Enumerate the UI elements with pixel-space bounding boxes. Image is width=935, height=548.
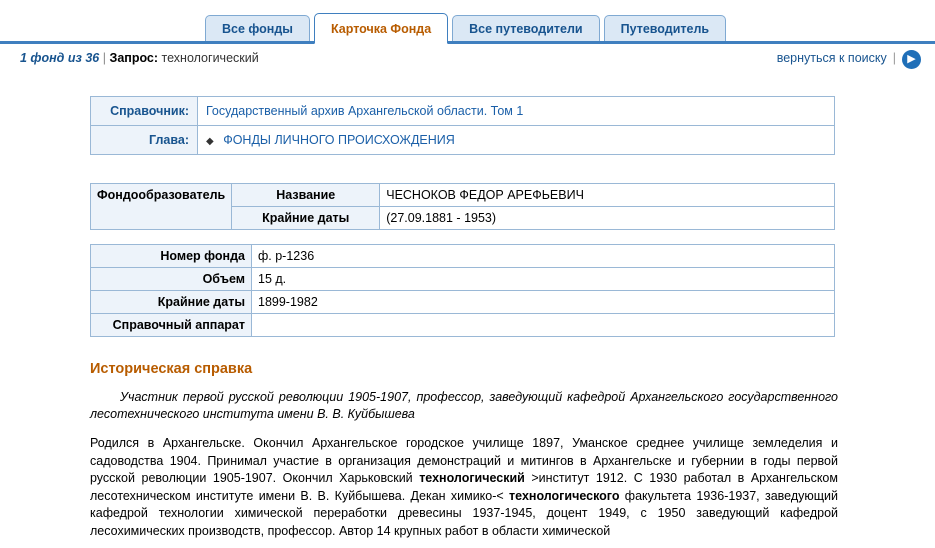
handbook-link[interactable]: Государственный архив Архангельской области. Том 1 xyxy=(206,104,524,118)
query-separator: | xyxy=(102,51,106,65)
fund-number-value: ф. р-1236 xyxy=(252,245,835,268)
handbook-value-cell xyxy=(198,97,835,126)
query-actions xyxy=(777,44,921,72)
volume-value: 15 д. xyxy=(252,268,835,291)
founder-dates-label: Крайние даты xyxy=(232,207,380,230)
table-row xyxy=(91,268,835,291)
founder-name-value: ЧЕСНОКОВ ФЕДОР АРЕФЬЕВИЧ xyxy=(380,184,835,207)
table-row xyxy=(91,184,835,207)
query-summary xyxy=(20,44,259,72)
fund-properties-table xyxy=(90,244,835,337)
table-row xyxy=(91,314,835,337)
historical-note-summary: Участник первой русской революции 1905-1907, профессор, заведующий кафедрой Архангельского государственного лесотехнического института имени В. В. Куйбышева xyxy=(90,390,838,421)
diamond-bullet-icon: ◆ xyxy=(206,136,214,147)
table-row xyxy=(91,97,835,126)
founder-table xyxy=(90,183,835,230)
extreme-dates-value: 1899-1982 xyxy=(252,291,835,314)
query-value: технологический xyxy=(161,51,259,65)
historical-note-body xyxy=(90,435,838,540)
table-row xyxy=(91,291,835,314)
historical-body-part1: Родился в Архангельске. Окончил Архангельское городское училище 1897, Уманское среднее училище земледелия и садоводства 1904. Принимал участие в организация демонстраций и митингов в Архангельске и губернии в годы первой русской революции 1905-1907. Окончил Харьковский xyxy=(90,436,838,485)
founder-row-label: Фондообразователь xyxy=(91,184,232,230)
handbook-label: Справочник: xyxy=(91,97,198,126)
reference-apparatus-value xyxy=(252,314,835,337)
chapter-label: Глава: xyxy=(91,126,198,155)
action-separator: | xyxy=(892,51,896,65)
reference-table xyxy=(90,96,835,155)
query-label: Запрос: xyxy=(109,51,159,65)
table-row xyxy=(91,126,835,155)
tab-guide[interactable]: Путеводитель xyxy=(604,15,726,41)
query-bar xyxy=(0,44,935,74)
chapter-value-cell xyxy=(198,126,835,155)
back-to-search-link[interactable]: вернуться к поиску xyxy=(776,51,887,65)
fund-number-label: Номер фонда xyxy=(91,245,252,268)
volume-label: Объем xyxy=(91,268,252,291)
historical-note-title: Историческая справка xyxy=(90,361,253,377)
highlighted-term-2: технологического xyxy=(509,488,620,503)
tab-all-funds[interactable]: Все фонды xyxy=(205,15,310,41)
chapter-link[interactable]: ФОНДЫ ЛИЧНОГО ПРОИСХОЖДЕНИЯ xyxy=(223,133,455,147)
founder-dates-value: (27.09.1881 - 1953) xyxy=(380,207,835,230)
extreme-dates-label: Крайние даты xyxy=(91,291,252,314)
tab-bar xyxy=(0,0,935,44)
tab-list xyxy=(205,13,726,41)
tab-fund-card[interactable]: Карточка Фонда xyxy=(314,13,448,44)
result-count: 1 фонд из 36 xyxy=(20,51,100,65)
historical-body-part3: факультета 1936-1937, заведующий кафедрой технологии химической переработки древесины 1937-1945, доцент 1949, с 1950 заведующий кафедрой лесохимических производств, профессор. Автор 14 крупных работ в области химической xyxy=(90,488,838,538)
highlighted-term-1: технологический xyxy=(419,471,525,485)
tab-all-guides[interactable]: Все путеводители xyxy=(452,15,599,41)
arrow-right-icon[interactable]: ▶ xyxy=(902,50,921,69)
table-row xyxy=(91,245,835,268)
historical-note-section xyxy=(90,361,838,540)
historical-body-part2: >институт 1912. С 1930 работал в Архангельском лесотехническом институте имени В. В. Куйбышева. Декан химико-< xyxy=(90,471,838,503)
reference-apparatus-label: Справочный аппарат xyxy=(91,314,252,337)
founder-name-label: Название xyxy=(232,184,380,207)
fund-card-content xyxy=(0,96,935,540)
